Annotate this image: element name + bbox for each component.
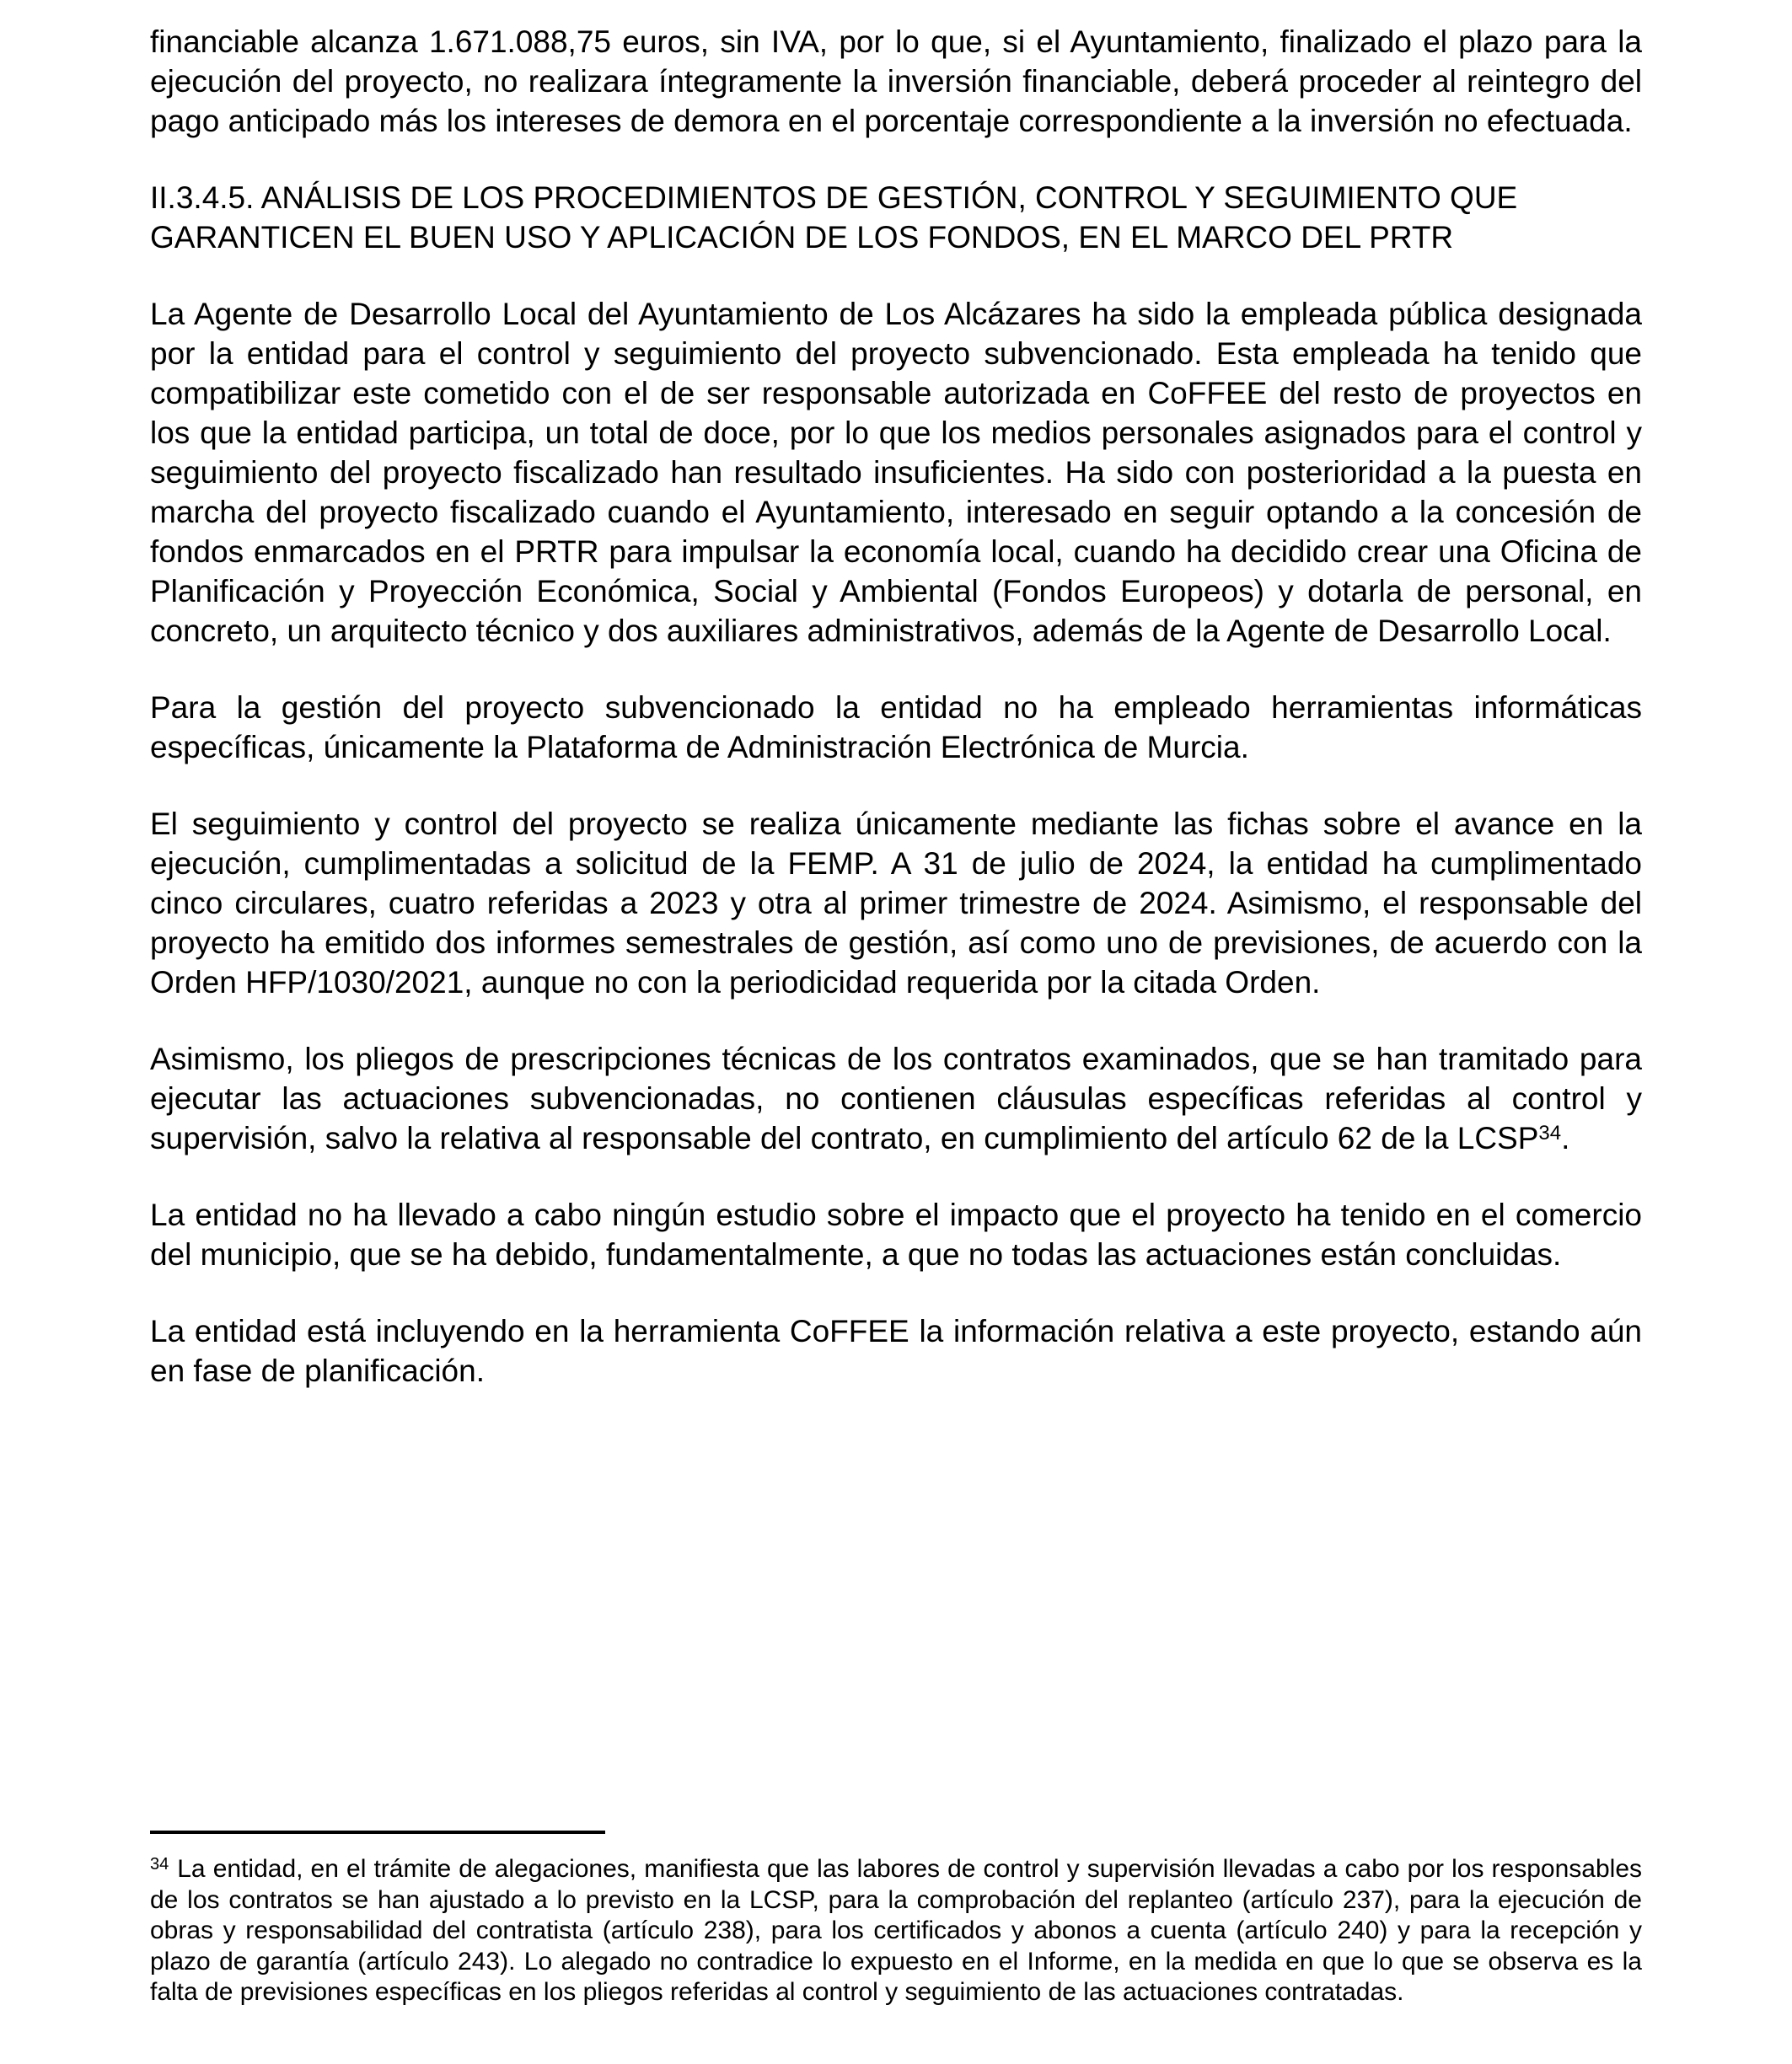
- paragraph-text: .: [1561, 1121, 1570, 1155]
- footnote-separator: [150, 1831, 605, 1834]
- paragraph-text: Asimismo, los pliegos de prescripciones técnicas de los contratos examinados, que se han tramitado para ejecutar las actuaciones subvencionadas, no contienen cláusulas específicas referidas al control y supervisión, salvo la relativa al responsable del contrato, en cumplimiento del artículo 62 de la LCSP: [150, 1042, 1642, 1155]
- paragraph: Para la gestión del proyecto subvencionado la entidad no ha empleado herramientas informáticas específicas, únicamente la Plataforma de Administración Electrónica de Murcia.: [150, 690, 1642, 764]
- footnote-text: La entidad, en el trámite de alegaciones, manifiesta que las labores de control y supervisión llevadas a cabo por los responsables de los contratos se han ajustado a lo previsto en la LCSP, para la comprobación del replanteo (artículo 237), para la ejecución de obras y responsabilidad del contratista (artículo 238), para los certificados y abonos a cuenta (artículo 240) y para la recepción y plazo de garantía (artículo 243). Lo alegado no contradice lo expuesto en el Informe, en la medida en que lo que se observa es la falta de previsiones específicas en los pliegos referidas al control y seguimiento de las actuaciones contratadas.: [150, 1855, 1642, 2006]
- footnote-reference: 34: [1538, 1122, 1562, 1145]
- footnote-marker: 34: [150, 1855, 169, 1874]
- footnote: [150, 1854, 1642, 2008]
- paragraph-continuation: financiable alcanza 1.671.088,75 euros, sin IVA, por lo que, si el Ayuntamiento, finalizado el plazo para la ejecución del proyecto, no realizara íntegramente la inversión financiable, deberá proceder al reintegro del pago anticipado más los intereses de demora en el porcentaje correspondiente a la inversión no efectuada.: [150, 24, 1642, 138]
- paragraph: La entidad está incluyendo en la herramienta CoFFEE la información relativa a este proyecto, estando aún en fase de planificación.: [150, 1314, 1642, 1388]
- footnote-area: [150, 1831, 1642, 2008]
- paragraph: La Agente de Desarrollo Local del Ayuntamiento de Los Alcázares ha sido la empleada pública designada por la entidad para el control y seguimiento del proyecto subvencionado. Esta empleada ha tenido que compatibilizar este cometido con el de ser responsable autorizada en CoFFEE del resto de proyectos en los que la entidad participa, un total de doce, por lo que los medios personales asignados para el control y seguimiento del proyecto fiscalizado han resultado insuficientes. Ha sido con posterioridad a la puesta en marcha del proyecto fiscalizado cuando el Ayuntamiento, interesado en seguir optando a la concesión de fondos enmarcados en el PRTR para impulsar la economía local, cuando ha decidido crear una Oficina de Planificación y Proyección Económica, Social y Ambiental (Fondos Europeos) y dotarla de personal, en concreto, un arquitecto técnico y dos auxiliares administrativos, además de la Agente de Desarrollo Local.: [150, 297, 1642, 648]
- document-body: [150, 22, 1642, 1391]
- section-heading: II.3.4.5. ANÁLISIS DE LOS PROCEDIMIENTOS DE GESTIÓN, CONTROL Y SEGUIMIENTO QUE GARANTICEN EL BUEN USO Y APLICACIÓN DE LOS FONDOS, EN EL MARCO DEL PRTR: [150, 180, 1518, 255]
- paragraph: El seguimiento y control del proyecto se realiza únicamente mediante las fichas sobre el avance en la ejecución, cumplimentadas a solicitud de la FEMP. A 31 de julio de 2024, la entidad ha cumplimentado cinco circulares, cuatro referidas a 2023 y otra al primer trimestre de 2024. Asimismo, el responsable del proyecto ha emitido dos informes semestrales de gestión, así como uno de previsiones, de acuerdo con la Orden HFP/1030/2021, aunque no con la periodicidad requerida por la citada Orden.: [150, 807, 1642, 1000]
- paragraph-with-footnote-ref: [150, 1039, 1642, 1158]
- paragraph: La entidad no ha llevado a cabo ningún estudio sobre el impacto que el proyecto ha tenido en el comercio del municipio, que se ha debido, fundamentalmente, a que no todas las actuaciones están concluidas.: [150, 1198, 1642, 1272]
